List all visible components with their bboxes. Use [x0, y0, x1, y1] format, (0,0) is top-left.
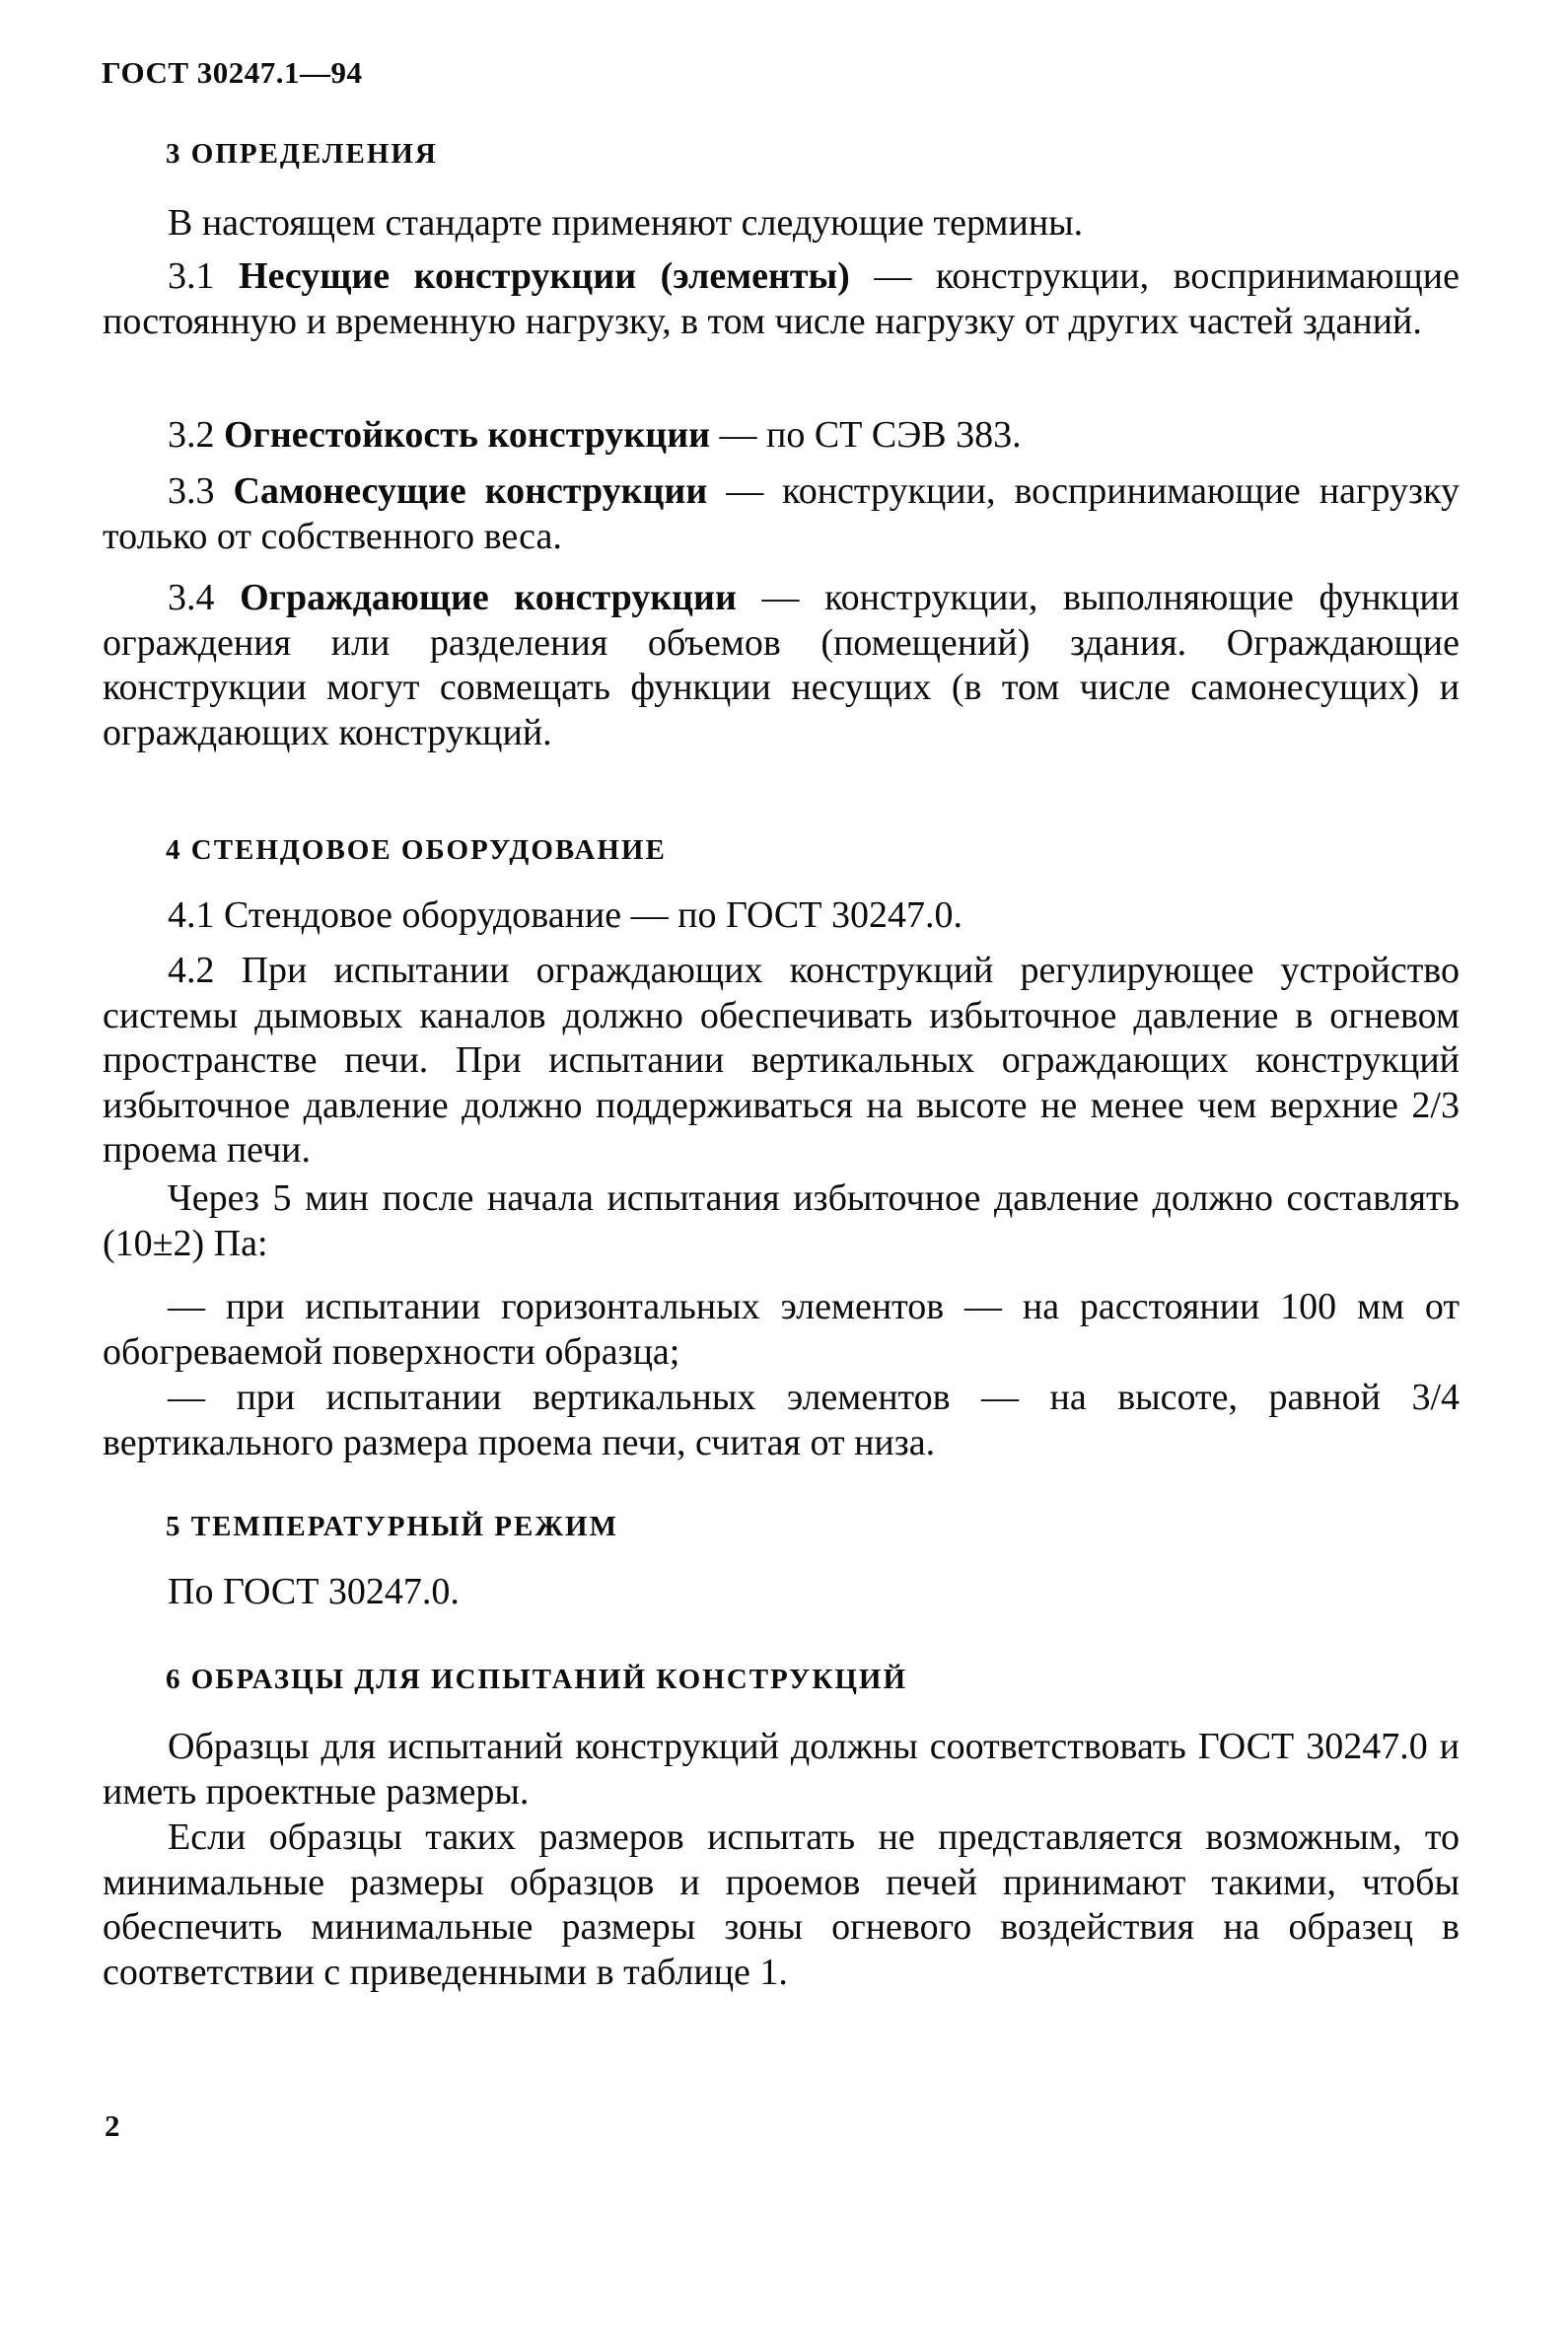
definition-text: — конструкции, воспринимающие нагрузку только от собственного веса.	[103, 470, 1460, 557]
definition-term: Самонесущие конструкции	[233, 470, 708, 512]
section-6-heading: 6 ОБРАЗЦЫ ДЛЯ ИСПЫТАНИЙ КОНСТРУКЦИЙ	[166, 1664, 908, 1695]
definition-number: 3.2	[168, 414, 215, 456]
definition-term: Огнестойкость конструкции	[224, 414, 710, 456]
document-header: ГОСТ 30247.1—94	[102, 55, 363, 90]
definition-number: 3.4	[168, 577, 215, 618]
page-number: 2	[105, 2108, 120, 2143]
definition-3-4	[103, 576, 1460, 755]
section-5-heading: 5 ТЕМПЕРАТУРНЫЙ РЕЖИМ	[166, 1511, 618, 1542]
section-4-paragraph-5: — при испытании вертикальных элементов — на высоте, равной 3/4 вертикального размера проема печи, считая от низа.	[103, 1377, 1460, 1463]
section-3-intro: В настоящем стандарте применяют следующие термины.	[168, 202, 1084, 244]
section-5-paragraph-1: По ГОСТ 30247.0.	[168, 1571, 460, 1612]
section-4-paragraph-1: 4.1 Стендовое оборудование — по ГОСТ 30247.0.	[168, 894, 962, 936]
definition-text: — конструкции, воспринимающие постоянную и временную нагрузку, в том числе нагрузку от других частей зданий.	[103, 255, 1460, 342]
definition-term: Ограждающие конструкции	[240, 577, 737, 618]
definition-term: Несущие конструкции (элементы)	[239, 255, 850, 297]
definition-number: 3.3	[168, 470, 215, 512]
definition-3-2	[103, 413, 1460, 459]
section-6-paragraph-1: Образцы для испытаний конструкций должны соответствовать ГОСТ 30247.0 и иметь проектные размеры.	[103, 1726, 1460, 1813]
definition-number: 3.1	[168, 255, 215, 297]
section-4-paragraph-2: 4.2 При испытании ограждающих конструкций регулирующее устройство системы дымовых каналов должно обеспечивать избыточное давление в огневом пространстве печи. При испытании вертикальных ограждающих конструкций избыточное давление должно поддерживаться на высоте не менее чем верхние 2/3 проема печи.	[103, 950, 1460, 1171]
section-4-heading: 4 СТЕНДОВОЕ ОБОРУДОВАНИЕ	[166, 834, 667, 866]
definition-3-1	[103, 254, 1460, 344]
definition-text: — конструкции, выполняющие функции ограждения или разделения объемов (помещений) здания. Ограждающие конструкции могут совмещать функции несущих (в том числе самонесущих) и ограждающих конструкций.	[103, 577, 1460, 753]
section-4-paragraph-4: — при испытании горизонтальных элементов — на расстоянии 100 мм от обогреваемой поверхности образца;	[103, 1286, 1460, 1373]
definition-text: — по СТ СЭВ 383.	[709, 414, 1022, 456]
definition-3-3	[103, 469, 1460, 559]
section-6-paragraph-2: Если образцы таких размеров испытать не представляется возможным, то минимальные размеры образцов и проемов печей принимают такими, чтобы обеспечить минимальные размеры зоны огневого воздействия на образец в соответствии с приведенными в таблице 1.	[103, 1816, 1460, 1993]
section-3-heading: 3 ОПРЕДЕЛЕНИЯ	[166, 138, 438, 170]
section-4-paragraph-3: Через 5 мин после начала испытания избыточное давление должно составлять (10±2) Па:	[103, 1177, 1460, 1264]
